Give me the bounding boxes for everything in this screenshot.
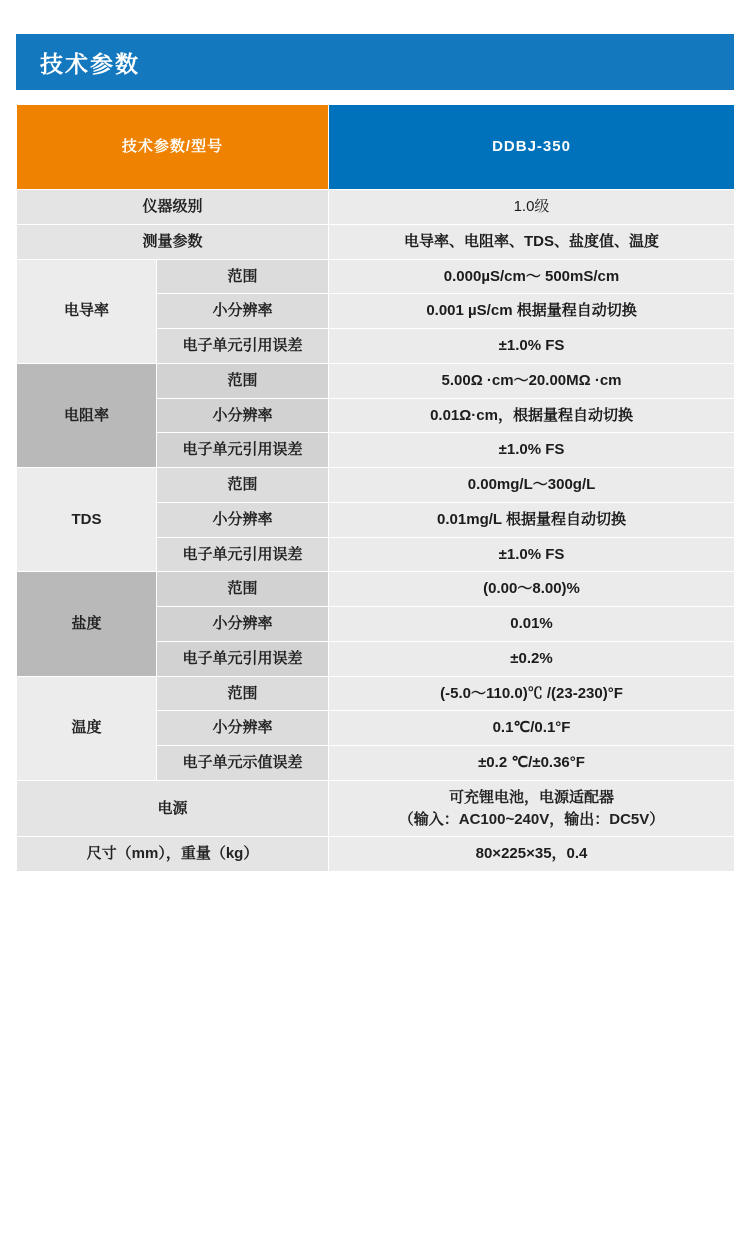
- value-conductivity-error: ±1.0% FS: [329, 329, 735, 364]
- row-label-size-weight: 尺寸（mm），重量（kg）: [17, 837, 329, 872]
- table-row: [17, 572, 735, 607]
- row-label-measure-params: 测量参数: [17, 224, 329, 259]
- sub-label-resolution: 小分辨率: [157, 294, 329, 329]
- sub-label-error: 电子单元引用误差: [157, 537, 329, 572]
- group-label-salinity: 盐度: [17, 572, 157, 676]
- row-label-power: 电源: [17, 780, 329, 837]
- row-value-grade: 1.0级: [329, 190, 735, 225]
- table-row: [17, 676, 735, 711]
- value-tds-error: ±1.0% FS: [329, 537, 735, 572]
- table-header-row: [17, 105, 735, 190]
- page-header: [16, 34, 734, 90]
- sub-label-range: 范围: [157, 259, 329, 294]
- value-resistivity-error: ±1.0% FS: [329, 433, 735, 468]
- table-row: [17, 837, 735, 872]
- spec-sheet-page: [0, 34, 750, 1246]
- sub-label-resolution: 小分辨率: [157, 607, 329, 642]
- sub-label-resolution: 小分辨率: [157, 398, 329, 433]
- table-row: [17, 363, 735, 398]
- value-temperature-resolution: 0.1℃/0.1°F: [329, 711, 735, 746]
- value-resistivity-resolution: 0.01Ω·cm，根据量程自动切换: [329, 398, 735, 433]
- value-salinity-resolution: 0.01%: [329, 607, 735, 642]
- group-label-tds: TDS: [17, 468, 157, 572]
- value-conductivity-resolution: 0.001 µS/cm 根据量程自动切换: [329, 294, 735, 329]
- value-temperature-range: (-5.0～110.0)℃ /(23-230)°F: [329, 676, 735, 711]
- value-salinity-error: ±0.2%: [329, 641, 735, 676]
- value-conductivity-range: 0.000µS/cm～ 500mS/cm: [329, 259, 735, 294]
- sub-label-error: 电子单元引用误差: [157, 641, 329, 676]
- sub-label-error: 电子单元引用误差: [157, 433, 329, 468]
- sub-label-range: 范围: [157, 363, 329, 398]
- value-temperature-error: ±0.2 ℃/±0.36°F: [329, 746, 735, 781]
- sub-label-resolution: 小分辨率: [157, 502, 329, 537]
- specification-table: [16, 104, 735, 872]
- row-label-grade: 仪器级别: [17, 190, 329, 225]
- table-row: [17, 259, 735, 294]
- row-value-power: [329, 780, 735, 837]
- row-value-size-weight: 80×225×35，0.4: [329, 837, 735, 872]
- sub-label-range: 范围: [157, 468, 329, 503]
- header-cell-parameter: 技术参数/型号: [17, 105, 329, 190]
- value-salinity-range: (0.00～8.00)%: [329, 572, 735, 607]
- group-label-resistivity: 电阻率: [17, 363, 157, 467]
- value-tds-range: 0.00mg/L～300g/L: [329, 468, 735, 503]
- group-label-temperature: 温度: [17, 676, 157, 780]
- table-row: [17, 780, 735, 837]
- table-row: [17, 190, 735, 225]
- power-line-2: （输入：AC100~240V，输出：DC5V）: [398, 810, 665, 828]
- value-tds-resolution: 0.01mg/L 根据量程自动切换: [329, 502, 735, 537]
- table-row: [17, 224, 735, 259]
- group-label-conductivity: 电导率: [17, 259, 157, 363]
- sub-label-range: 范围: [157, 572, 329, 607]
- header-cell-model: DDBJ-350: [329, 105, 735, 190]
- sub-label-range: 范围: [157, 676, 329, 711]
- sub-label-indication-error: 电子单元示值误差: [157, 746, 329, 781]
- row-value-measure-params: 电导率、电阻率、TDS、盐度值、温度: [329, 224, 735, 259]
- table-row: [17, 468, 735, 503]
- power-line-1: 可充锂电池，电源适配器: [449, 788, 615, 806]
- page-title: 技术参数: [40, 50, 140, 77]
- sub-label-error: 电子单元引用误差: [157, 329, 329, 364]
- sub-label-resolution: 小分辨率: [157, 711, 329, 746]
- value-resistivity-range: 5.00Ω ·cm～20.00MΩ ·cm: [329, 363, 735, 398]
